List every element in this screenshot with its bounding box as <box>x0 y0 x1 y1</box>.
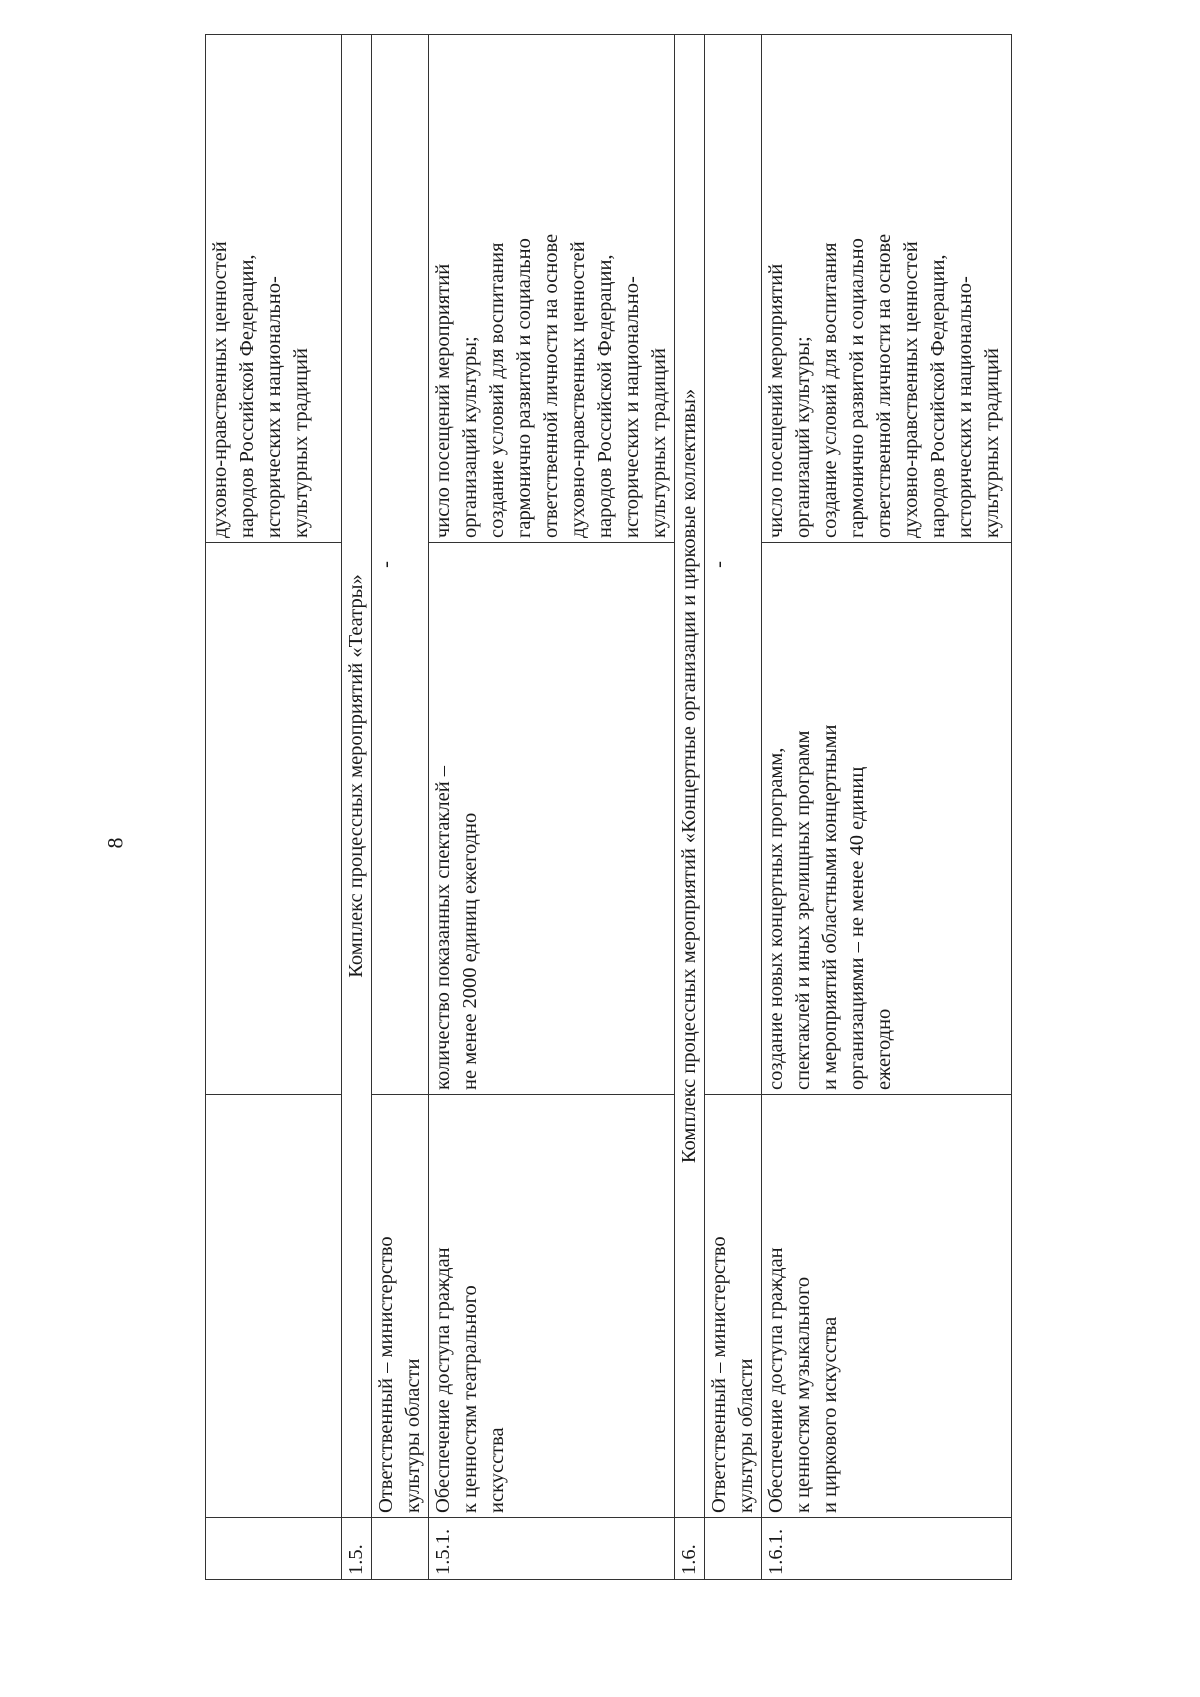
effect-line: народов Российской Федерации, <box>236 254 258 538</box>
task-line: Обеспечение доступа граждан <box>765 1247 787 1513</box>
section-title: Комплекс процессных мероприятий «Театры» <box>342 35 372 1518</box>
responsible-line: Ответственный – министерство <box>375 1236 397 1513</box>
section-header-row <box>675 35 705 1580</box>
effect-line: культурных традиций <box>290 348 312 538</box>
cell-task <box>206 1095 342 1518</box>
effect-line: ответственной личности на основе <box>873 233 895 538</box>
result-line: создание новых концертных программ, <box>765 747 787 1090</box>
section-number: 1.6. <box>675 1518 705 1580</box>
result-line: не менее 2000 единиц ежегодно <box>459 812 481 1090</box>
effect-line: исторических и национально- <box>621 276 643 538</box>
task-line: и циркового искусства <box>819 1316 841 1513</box>
effect-line: создание условий для воспитания <box>819 242 841 538</box>
cell-number <box>206 1518 342 1580</box>
responsible-cell <box>372 1095 429 1518</box>
responsible-dash: - <box>372 35 429 1095</box>
task-number: 1.5.1. <box>429 1518 675 1580</box>
task-row <box>762 35 1012 1580</box>
cell-effects <box>206 35 342 543</box>
cell-result <box>206 543 342 1095</box>
effect-line: исторических и национально- <box>263 276 285 538</box>
effect-line: создание условий для воспитания <box>486 242 508 538</box>
result-line: спектаклей и иных зрелищных программ <box>792 730 814 1090</box>
effect-line: народов Российской Федерации, <box>927 254 949 538</box>
effect-line: культурных традиций <box>648 348 670 538</box>
effect-line: число посещений мероприятий <box>765 263 787 538</box>
effect-line: гармонично развитой и социально <box>513 238 535 538</box>
responsible-line: культуры области <box>735 1358 757 1513</box>
task-cell <box>762 1095 1012 1518</box>
task-row <box>429 35 675 1580</box>
responsible-row <box>705 35 762 1580</box>
responsible-row <box>372 35 429 1580</box>
task-line: искусства <box>486 1427 508 1513</box>
responsible-cell <box>705 1095 762 1518</box>
task-cell <box>429 1095 675 1518</box>
cell-number <box>372 1518 429 1580</box>
effect-line: гармонично развитой и социально <box>846 238 868 538</box>
effect-line: организаций культуры; <box>792 336 814 538</box>
program-table <box>205 34 1012 1580</box>
result-cell <box>429 543 675 1095</box>
effect-line: исторических и национально- <box>954 276 976 538</box>
effect-line: ответственной личности на основе <box>540 233 562 538</box>
effect-line: число посещений мероприятий <box>432 263 454 538</box>
responsible-line: Ответственный – министерство <box>708 1236 730 1513</box>
rotated-table-wrapper <box>205 35 1130 1580</box>
cell-number <box>705 1518 762 1580</box>
task-number: 1.6.1. <box>762 1518 1012 1580</box>
result-line: ежегодно <box>873 1008 895 1090</box>
result-cell <box>762 543 1012 1095</box>
result-line: организациями – не менее 40 единиц <box>846 766 868 1090</box>
effect-line: духовно-нравственных ценностей <box>567 241 589 538</box>
result-line: количество показанных спектаклей – <box>432 765 454 1090</box>
task-line: к ценностям театрального <box>459 1285 481 1513</box>
result-line: и мероприятий областными концертными <box>819 724 841 1090</box>
task-line: Обеспечение доступа граждан <box>432 1247 454 1513</box>
effects-cell <box>762 35 1012 543</box>
effect-line: духовно-нравственных ценностей <box>209 241 231 538</box>
effect-line: духовно-нравственных ценностей <box>900 241 922 538</box>
section-header-row <box>342 35 372 1580</box>
effect-line: культурных традиций <box>981 348 1003 538</box>
effect-line: народов Российской Федерации, <box>594 254 616 538</box>
responsible-line: культуры области <box>402 1358 424 1513</box>
continuation-row <box>206 35 342 1580</box>
effect-line: организаций культуры; <box>459 336 481 538</box>
responsible-dash: - <box>705 35 762 1095</box>
section-number: 1.5. <box>342 1518 372 1580</box>
page-number: 8 <box>102 837 128 849</box>
task-line: к ценностям музыкального <box>792 1276 814 1513</box>
section-title: Комплекс процессных мероприятий «Концертные организации и цирковые коллективы» <box>675 35 705 1518</box>
effects-cell <box>429 35 675 543</box>
